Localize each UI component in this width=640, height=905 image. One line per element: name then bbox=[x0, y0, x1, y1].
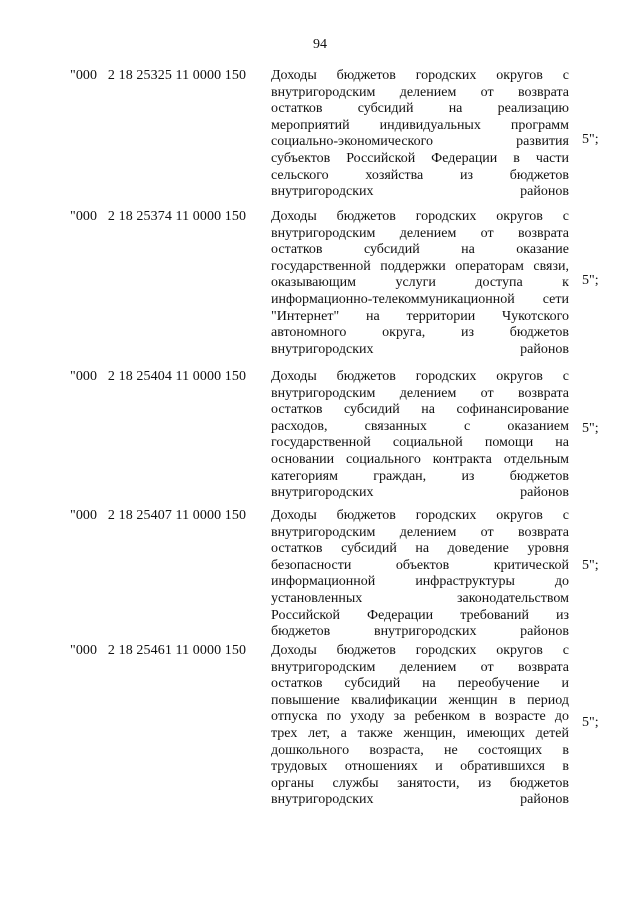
word: от bbox=[480, 385, 494, 401]
word: операторам bbox=[455, 258, 524, 274]
description-line bbox=[271, 275, 569, 292]
word: возврата bbox=[517, 84, 569, 100]
word: на bbox=[448, 101, 463, 117]
word: Российской bbox=[346, 150, 416, 166]
word: трех bbox=[271, 725, 298, 741]
description-line: внутригородских районов bbox=[271, 341, 569, 357]
word: социально-экономического bbox=[271, 134, 434, 150]
word: Доходы bbox=[271, 369, 317, 384]
word: расходов, bbox=[271, 418, 328, 434]
description-line bbox=[271, 693, 569, 710]
word: возрасте bbox=[494, 709, 546, 725]
word: не bbox=[444, 742, 458, 758]
word: переобучение bbox=[457, 676, 540, 692]
word: имеющих bbox=[466, 725, 525, 741]
word: государственной bbox=[271, 258, 371, 274]
description-line bbox=[271, 452, 569, 469]
description-line bbox=[271, 402, 569, 419]
description-line bbox=[271, 541, 569, 558]
word: субсидий bbox=[357, 101, 414, 117]
word: Федерации bbox=[367, 607, 434, 623]
word: Доходы bbox=[271, 643, 317, 658]
description-line: внутригородских районов bbox=[271, 184, 569, 200]
word: квалификации bbox=[351, 692, 438, 708]
word: связанных bbox=[364, 418, 427, 434]
word: до bbox=[554, 574, 569, 590]
word: бюджетов bbox=[336, 369, 396, 384]
word: от bbox=[480, 84, 494, 100]
word: бюджетов bbox=[509, 468, 569, 484]
word: субсидий bbox=[344, 676, 401, 692]
page-number: 94 bbox=[313, 37, 327, 52]
description-line bbox=[271, 151, 569, 168]
word: Федерации bbox=[431, 150, 498, 166]
word: Доходы bbox=[271, 68, 317, 83]
word: доведение bbox=[447, 541, 509, 557]
word: установленных bbox=[271, 590, 363, 606]
description-line bbox=[271, 643, 569, 660]
entry-suffix: 5"; bbox=[582, 715, 599, 730]
entry-description bbox=[271, 68, 569, 201]
description-line bbox=[271, 85, 569, 102]
word: социальной bbox=[392, 435, 463, 451]
description-line bbox=[271, 469, 569, 486]
word: из bbox=[459, 167, 474, 183]
word: округов bbox=[496, 68, 543, 83]
description-line bbox=[271, 226, 569, 243]
word: округа, bbox=[382, 325, 426, 341]
word: бюджетов bbox=[509, 167, 569, 183]
description-line bbox=[271, 759, 569, 776]
description-line bbox=[271, 168, 569, 185]
word: Доходы bbox=[271, 508, 317, 523]
word: мероприятий bbox=[271, 117, 350, 133]
word: субсидий bbox=[341, 541, 397, 557]
word: хозяйства bbox=[365, 167, 424, 183]
word: требований bbox=[460, 607, 529, 623]
word: городских bbox=[415, 508, 477, 523]
entry-description bbox=[271, 369, 569, 502]
word: до bbox=[554, 709, 569, 725]
description-line bbox=[271, 68, 569, 85]
entry-description bbox=[271, 508, 569, 641]
description-line bbox=[271, 209, 569, 226]
word: оказание bbox=[516, 242, 569, 258]
word: детей bbox=[535, 725, 569, 741]
word: объектов bbox=[395, 557, 450, 573]
word: инфраструктуры bbox=[415, 574, 515, 590]
word: остатков bbox=[271, 541, 323, 557]
description-line bbox=[271, 369, 569, 386]
word: женщин, bbox=[403, 725, 456, 741]
word: к bbox=[562, 275, 569, 291]
word: бюджетов bbox=[336, 209, 396, 224]
word: округов bbox=[496, 643, 543, 658]
word: внутригородским bbox=[271, 84, 376, 100]
description-line bbox=[271, 309, 569, 326]
word: с bbox=[562, 68, 569, 83]
word: округов bbox=[496, 209, 543, 224]
word: остатков bbox=[271, 676, 323, 692]
word: безопасности bbox=[271, 557, 352, 573]
word: индивидуальных bbox=[379, 117, 481, 133]
word: бюджетов bbox=[509, 775, 569, 791]
word: возврата bbox=[517, 659, 569, 675]
budget-code: "000 2 18 25407 11 0000 150 bbox=[70, 508, 247, 523]
word: за bbox=[393, 709, 406, 725]
word: на bbox=[461, 242, 475, 258]
description-line bbox=[271, 242, 569, 259]
word: софинансирование bbox=[456, 402, 569, 418]
entry-description bbox=[271, 643, 569, 809]
word: в bbox=[513, 150, 520, 166]
word: внутригородским bbox=[271, 225, 376, 241]
word: на bbox=[421, 402, 435, 418]
entry-description bbox=[271, 209, 569, 358]
word: критической bbox=[493, 557, 569, 573]
word: территории bbox=[406, 308, 476, 324]
word: повышение bbox=[271, 692, 340, 708]
word: основании bbox=[271, 451, 335, 467]
word: остатков bbox=[271, 242, 323, 258]
description-line bbox=[271, 660, 569, 677]
word: а bbox=[340, 725, 347, 741]
word: бюджетов bbox=[336, 68, 396, 83]
description-line bbox=[271, 574, 569, 591]
word: делением bbox=[399, 659, 457, 675]
word: с bbox=[562, 508, 569, 523]
description-line bbox=[271, 101, 569, 118]
word: трудовых bbox=[271, 759, 328, 775]
entry-suffix: 5"; bbox=[582, 558, 599, 573]
word: городских bbox=[415, 68, 477, 83]
description-line: внутригородских районов bbox=[271, 792, 569, 808]
word: Чукотского bbox=[501, 308, 569, 324]
word: субсидий bbox=[363, 242, 420, 258]
word: в bbox=[562, 759, 569, 775]
word: из bbox=[478, 775, 492, 791]
budget-code: "000 2 18 25374 11 0000 150 bbox=[70, 209, 247, 224]
word: занятости, bbox=[397, 775, 460, 791]
word: бюджетов bbox=[509, 325, 569, 341]
word: ребенком bbox=[414, 709, 470, 725]
entry-suffix: 5"; bbox=[582, 421, 599, 436]
word: на bbox=[555, 435, 569, 451]
word: автономного bbox=[271, 325, 347, 341]
entry-suffix: 5"; bbox=[582, 132, 599, 147]
word: доступа bbox=[475, 275, 523, 291]
word: из bbox=[461, 468, 475, 484]
word: от bbox=[480, 225, 494, 241]
word: состоящих bbox=[477, 742, 543, 758]
word: информационной bbox=[271, 574, 376, 590]
word: с bbox=[562, 209, 569, 224]
word: уровня bbox=[527, 541, 569, 557]
word: обратившихся bbox=[460, 759, 545, 775]
word: лет, bbox=[308, 725, 330, 741]
word: оказанием bbox=[507, 418, 569, 434]
word: бюджетов bbox=[336, 508, 396, 523]
description-line bbox=[271, 134, 569, 151]
word: с bbox=[464, 418, 471, 434]
word: из bbox=[555, 607, 569, 623]
word: субъектов bbox=[271, 150, 331, 166]
word: связи, bbox=[533, 258, 569, 274]
word: внутригородским bbox=[271, 385, 376, 401]
word: из bbox=[460, 325, 474, 341]
word: на bbox=[365, 308, 380, 324]
word: законодательством bbox=[456, 590, 569, 606]
description-line bbox=[271, 591, 569, 608]
budget-code: "000 2 18 25325 11 0000 150 bbox=[70, 68, 247, 83]
word: социального bbox=[346, 451, 421, 467]
word: также bbox=[357, 725, 393, 741]
word: остатков bbox=[271, 402, 323, 418]
description-line bbox=[271, 508, 569, 525]
description-line bbox=[271, 525, 569, 542]
word: сети bbox=[542, 291, 569, 307]
word: делением bbox=[399, 524, 457, 540]
description-line bbox=[271, 676, 569, 693]
word: в bbox=[562, 742, 569, 758]
word: информационно-телекоммуникационной bbox=[271, 291, 515, 307]
description-line bbox=[271, 325, 569, 342]
description-line bbox=[271, 259, 569, 276]
description-line bbox=[271, 726, 569, 743]
word: уходу bbox=[350, 709, 385, 725]
word: внутригородским bbox=[271, 524, 376, 540]
word: Доходы bbox=[271, 209, 317, 224]
word: дошкольного bbox=[271, 742, 350, 758]
word: городских bbox=[415, 369, 477, 384]
word: период bbox=[527, 692, 569, 708]
word: бюджетов bbox=[336, 643, 396, 658]
description-line bbox=[271, 776, 569, 793]
word: государственной bbox=[271, 435, 371, 451]
word: с bbox=[562, 369, 569, 384]
word: оказывающим bbox=[271, 275, 356, 291]
word: помощи bbox=[484, 435, 534, 451]
word: в bbox=[479, 709, 486, 725]
word: в bbox=[508, 692, 516, 708]
word: на bbox=[415, 541, 430, 557]
word: женщин bbox=[448, 692, 498, 708]
word: от bbox=[480, 524, 494, 540]
word: сельского bbox=[271, 167, 329, 183]
word: отдельным bbox=[503, 451, 569, 467]
word: возврата bbox=[517, 225, 569, 241]
word: делением bbox=[399, 225, 457, 241]
description-line bbox=[271, 419, 569, 436]
word: внутригородским bbox=[271, 659, 376, 675]
word: отпуска bbox=[271, 709, 318, 725]
word: городских bbox=[415, 643, 477, 658]
word: реализацию bbox=[497, 101, 569, 117]
description-line: бюджетов внутригородских районов bbox=[271, 624, 569, 640]
word: делением bbox=[399, 385, 457, 401]
word: остатков bbox=[271, 101, 323, 117]
word: услуги bbox=[395, 275, 436, 291]
word: округов bbox=[496, 369, 543, 384]
word: и bbox=[561, 676, 569, 692]
word: делением bbox=[399, 84, 457, 100]
entry-suffix: 5"; bbox=[582, 273, 599, 288]
word: граждан, bbox=[373, 468, 427, 484]
word: возврата bbox=[517, 524, 569, 540]
word: и bbox=[435, 759, 443, 775]
word: на bbox=[422, 676, 436, 692]
word: программ bbox=[510, 117, 569, 133]
budget-code: "000 2 18 25461 11 0000 150 bbox=[70, 643, 247, 658]
word: развития bbox=[516, 134, 569, 150]
word: по bbox=[326, 709, 342, 725]
word: с bbox=[562, 643, 569, 658]
word: категориям bbox=[271, 468, 338, 484]
description-line bbox=[271, 743, 569, 760]
description-line bbox=[271, 608, 569, 625]
word: округов bbox=[496, 508, 543, 523]
word: субсидий bbox=[344, 402, 400, 418]
description-line bbox=[271, 558, 569, 575]
description-line bbox=[271, 118, 569, 135]
description-line bbox=[271, 435, 569, 452]
word: поддержки bbox=[380, 258, 446, 274]
word: возраста, bbox=[369, 742, 424, 758]
budget-code: "000 2 18 25404 11 0000 150 bbox=[70, 369, 247, 384]
word: контракта bbox=[432, 451, 492, 467]
word: "Интернет" bbox=[271, 308, 340, 324]
word: Российской bbox=[271, 607, 340, 623]
word: службы bbox=[332, 775, 379, 791]
word: городских bbox=[415, 209, 477, 224]
word: от bbox=[480, 659, 494, 675]
description-line bbox=[271, 292, 569, 309]
word: возврата bbox=[517, 385, 569, 401]
word: части bbox=[535, 150, 569, 166]
word: отношениях bbox=[344, 759, 418, 775]
description-line: внутригородских районов bbox=[271, 485, 569, 501]
description-line bbox=[271, 386, 569, 403]
word: органы bbox=[271, 775, 314, 791]
description-line bbox=[271, 709, 569, 726]
